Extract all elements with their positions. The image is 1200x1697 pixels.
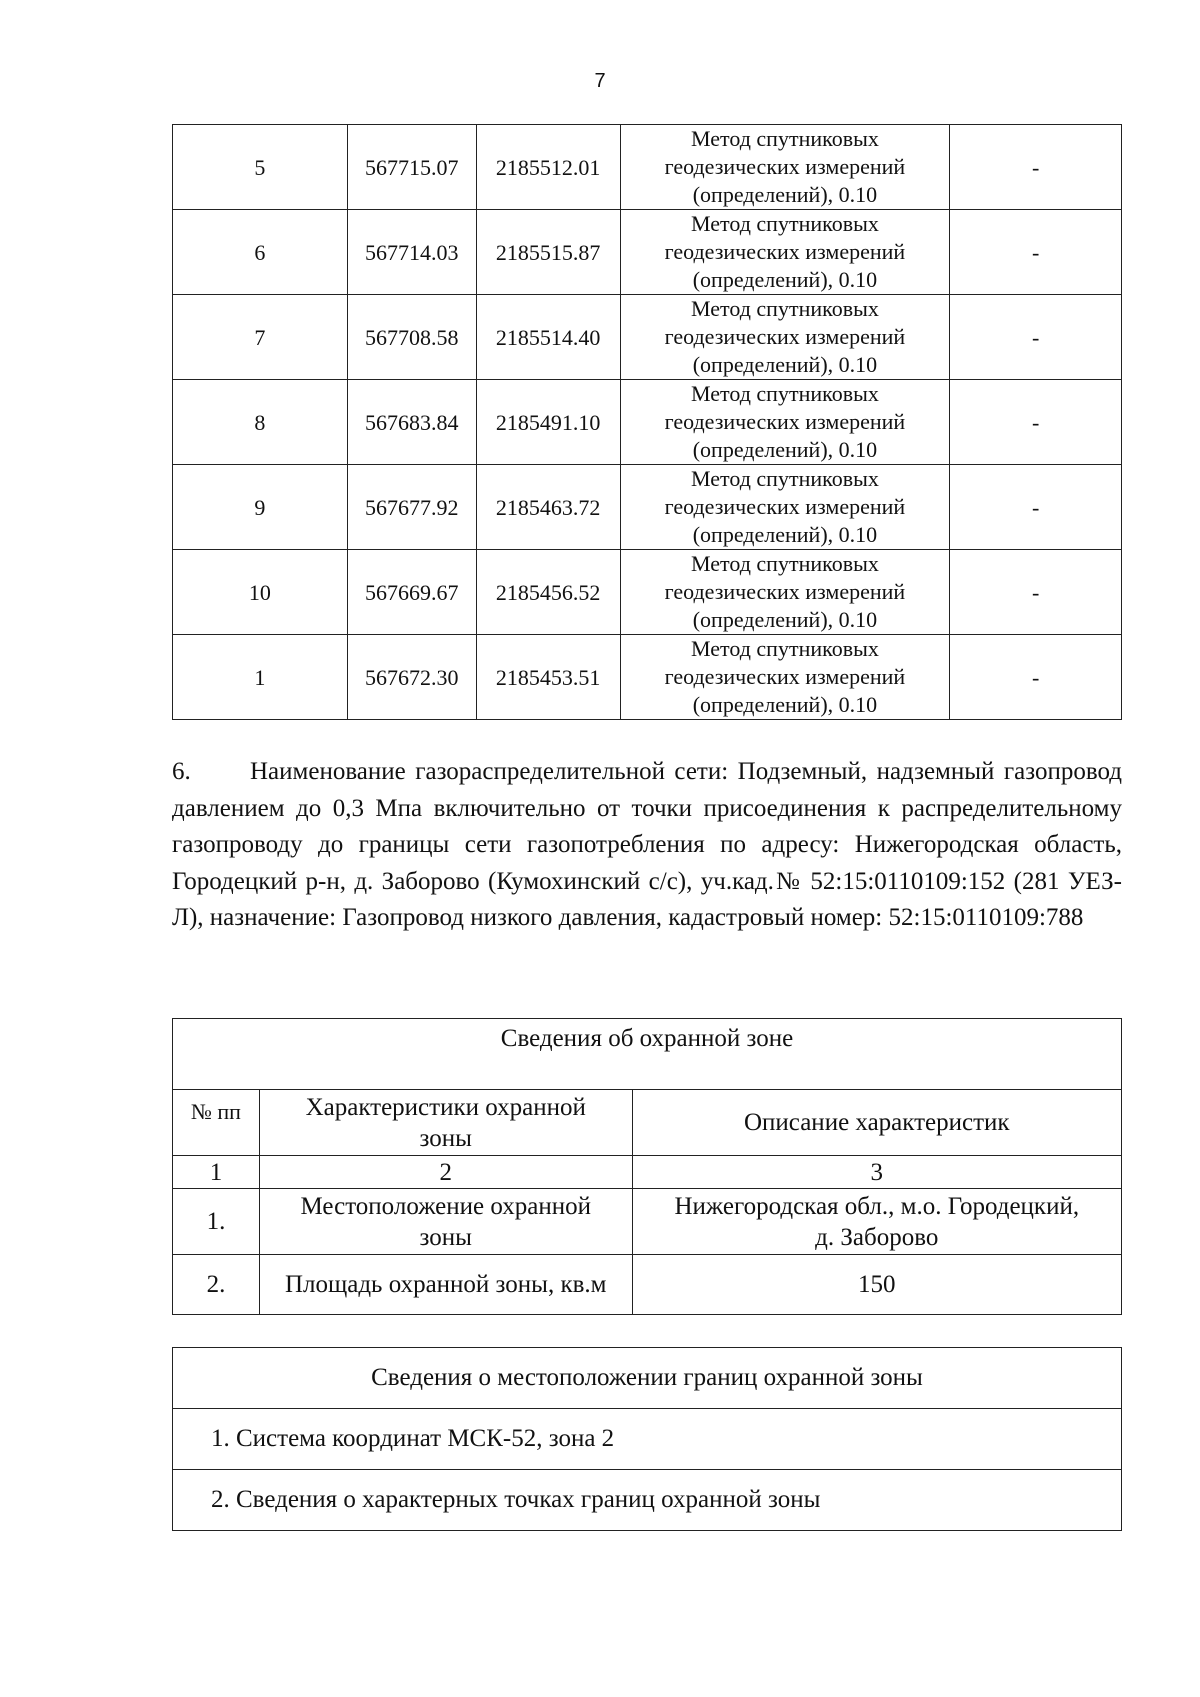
method-cell	[620, 295, 950, 380]
point-number-cell: 8	[173, 380, 348, 465]
section-text: Наименование газораспределительной сети: Подземный, надземный газопровод давлением до 0,3 Мпа включительно от точки присоединения к распределительному газопроводу до границы сети газопотребления по адресу: Нижегородская область, Городецкий р-н, д. Заборово (Кумохинский с/с), уч.кад.№ 52:15:0110109:152 (281 УЕЗ-Л), назначение: Газопровод низкого давления, кадастровый номер: 52:15:0110109:788	[172, 758, 1122, 931]
method-line: Метод спутниковых	[691, 126, 879, 151]
method-line: геодезических измерений	[664, 154, 906, 179]
row-description-line: д. Заборово	[815, 1223, 939, 1251]
method-cell	[620, 380, 950, 465]
y-coordinate-cell: 2185514.40	[476, 295, 620, 380]
x-coordinate-cell: 567708.58	[347, 295, 476, 380]
note-cell: -	[950, 550, 1122, 635]
header-description: Описание характеристик	[632, 1090, 1121, 1156]
row-characteristic: Площадь охранной зоны, кв.м	[259, 1255, 632, 1315]
row-number: 2.	[173, 1255, 260, 1315]
y-coordinate-cell: 2185456.52	[476, 550, 620, 635]
method-line: (определений), 0.10	[692, 182, 878, 207]
y-coordinate-cell: 2185515.87	[476, 210, 620, 295]
row-characteristic-line: зоны	[419, 1223, 472, 1251]
table-row	[173, 550, 1122, 635]
zone-boundaries-table	[172, 1347, 1122, 1531]
header-characteristics-line: зоны	[419, 1124, 472, 1152]
coordinates-table	[172, 124, 1122, 720]
method-line: геодезических измерений	[664, 239, 906, 264]
table-row	[173, 295, 1122, 380]
table-row	[173, 635, 1122, 720]
method-line: (определений), 0.10	[692, 437, 878, 462]
method-line: (определений), 0.10	[692, 607, 878, 632]
point-number-cell: 10	[173, 550, 348, 635]
y-coordinate-cell: 2185453.51	[476, 635, 620, 720]
method-line: Метод спутниковых	[691, 551, 879, 576]
table-row	[173, 380, 1122, 465]
note-cell: -	[950, 635, 1122, 720]
protection-zone-table	[172, 1018, 1122, 1315]
column-number: 2	[259, 1156, 632, 1189]
method-line: (определений), 0.10	[692, 267, 878, 292]
section-6-paragraph	[172, 754, 1122, 937]
method-cell	[620, 125, 950, 210]
zone-table-title: Сведения об охранной зоне	[173, 1019, 1122, 1090]
row-characteristic-line: Местоположение охранной	[300, 1192, 591, 1220]
header-num: № пп	[173, 1090, 260, 1156]
y-coordinate-cell: 2185491.10	[476, 380, 620, 465]
method-line: геодезических измерений	[664, 664, 906, 689]
note-cell: -	[950, 295, 1122, 380]
header-characteristics	[259, 1090, 632, 1156]
row-number: 1.	[173, 1189, 260, 1255]
column-number: 3	[632, 1156, 1121, 1189]
table-row	[173, 125, 1122, 210]
table-row	[173, 465, 1122, 550]
method-line: (определений), 0.10	[692, 522, 878, 547]
method-line: геодезических измерений	[664, 494, 906, 519]
method-line: Метод спутниковых	[691, 381, 879, 406]
y-coordinate-cell: 2185512.01	[476, 125, 620, 210]
row-description-line: Нижегородская обл., м.о. Городецкий,	[674, 1192, 1080, 1220]
row-description: 150	[632, 1255, 1121, 1315]
page-number: 7	[594, 70, 606, 92]
method-line: геодезических измерений	[664, 579, 906, 604]
point-number-cell: 5	[173, 125, 348, 210]
point-number-cell: 1	[173, 635, 348, 720]
method-cell	[620, 550, 950, 635]
method-line: Метод спутниковых	[691, 636, 879, 661]
table-row	[173, 210, 1122, 295]
method-line: геодезических измерений	[664, 409, 906, 434]
y-coordinate-cell: 2185463.72	[476, 465, 620, 550]
bounds-item: 2. Сведения о характерных точках границ охранной зоны	[173, 1470, 1122, 1531]
bounds-table-title: Сведения о местоположении границ охранной зоны	[173, 1348, 1122, 1409]
header-characteristics-line: Характеристики охранной	[305, 1093, 586, 1121]
x-coordinate-cell: 567714.03	[347, 210, 476, 295]
section-number: 6.	[172, 758, 191, 785]
row-characteristic	[259, 1189, 632, 1255]
column-number: 1	[173, 1156, 260, 1189]
x-coordinate-cell: 567677.92	[347, 465, 476, 550]
note-cell: -	[950, 125, 1122, 210]
method-line: Метод спутниковых	[691, 296, 879, 321]
method-cell	[620, 465, 950, 550]
x-coordinate-cell: 567715.07	[347, 125, 476, 210]
x-coordinate-cell: 567669.67	[347, 550, 476, 635]
point-number-cell: 7	[173, 295, 348, 380]
note-cell: -	[950, 210, 1122, 295]
method-line: (определений), 0.10	[692, 352, 878, 377]
bounds-item: 1. Система координат МСК-52, зона 2	[173, 1409, 1122, 1470]
point-number-cell: 6	[173, 210, 348, 295]
method-line: геодезических измерений	[664, 324, 906, 349]
note-cell: -	[950, 465, 1122, 550]
method-cell	[620, 635, 950, 720]
method-line: Метод спутниковых	[691, 211, 879, 236]
note-cell: -	[950, 380, 1122, 465]
row-description	[632, 1189, 1121, 1255]
point-number-cell: 9	[173, 465, 348, 550]
method-line: Метод спутниковых	[691, 466, 879, 491]
method-cell	[620, 210, 950, 295]
method-line: (определений), 0.10	[692, 692, 878, 717]
x-coordinate-cell: 567683.84	[347, 380, 476, 465]
x-coordinate-cell: 567672.30	[347, 635, 476, 720]
